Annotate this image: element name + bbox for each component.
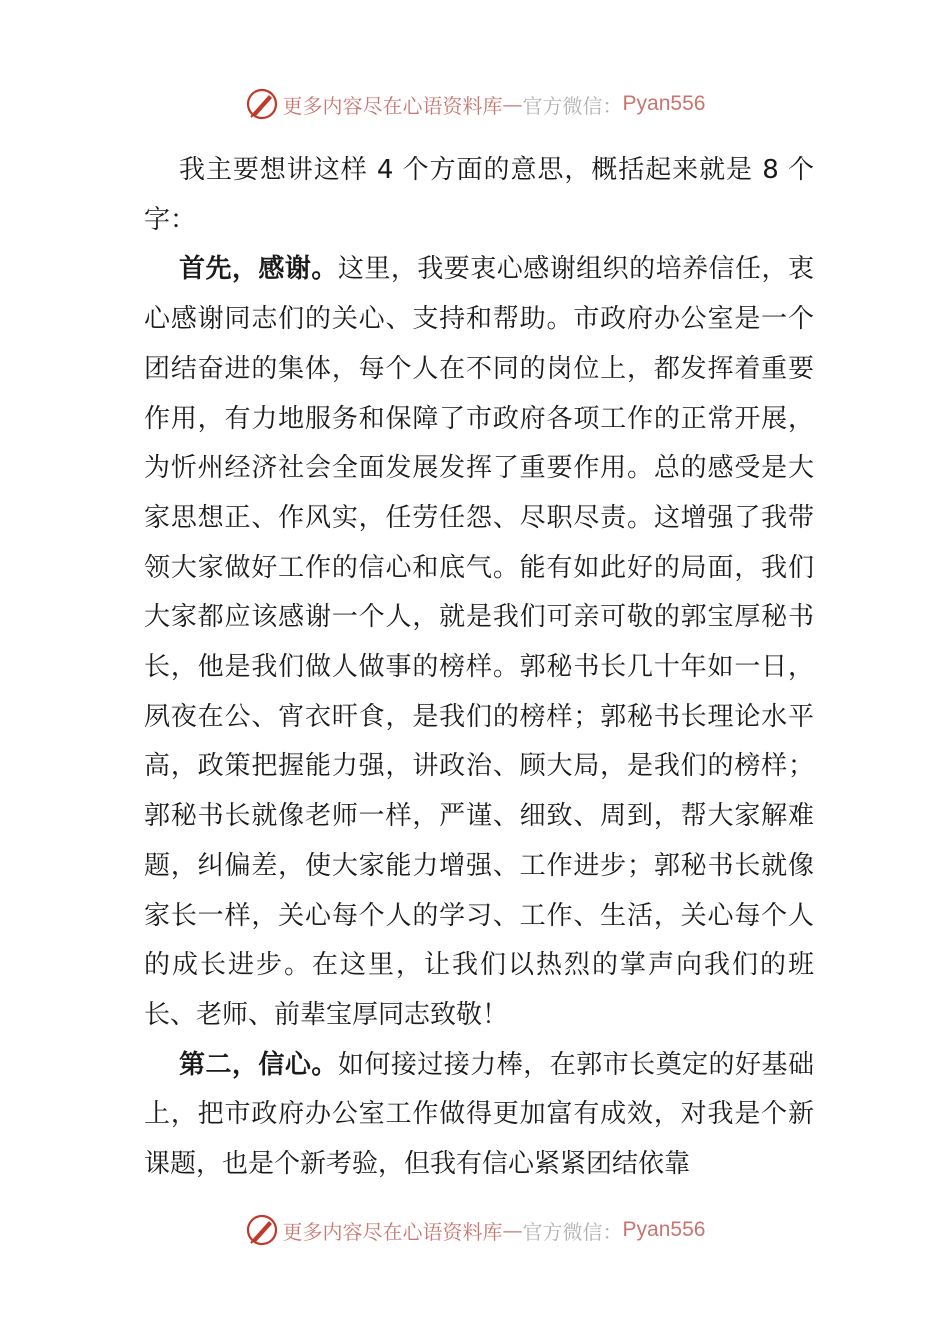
watermark-wechat-label: 官方微信： [522, 93, 623, 118]
watermark-wechat-id: Pyan556 [622, 92, 706, 115]
watermark-dash: — [502, 92, 523, 116]
watermark-footer [0, 1210, 950, 1250]
watermark-wechat-label: 官方微信： [522, 1219, 623, 1244]
document-body [144, 146, 814, 1190]
paragraph-heading: 第二，信心。 [179, 1049, 338, 1080]
watermark-dash: — [502, 1218, 523, 1242]
paragraph-text: 如何接过接力棒，在郭市长奠定的好基础上，把市政府办公室工作做得更加富有成效，对我是个新课题，也是个新考验，但我有信心紧紧团结依靠 [144, 1049, 814, 1180]
paragraph-intro [144, 146, 814, 245]
paragraph-gratitude [144, 245, 814, 1040]
paragraph-text: 我主要想讲这样 4 个方面的意思，概括起来就是 8 个字： [144, 155, 814, 235]
paragraph-confidence [144, 1041, 814, 1190]
paragraph-heading: 首先，感谢。 [179, 254, 338, 285]
watermark-wechat-id: Pyan556 [622, 1218, 706, 1241]
pen-logo-icon [245, 1213, 279, 1247]
watermark-site-text: 更多内容尽在心语资料库 [282, 93, 503, 118]
watermark-header [0, 84, 950, 124]
paragraph-text: 这里，我要衷心感谢组织的培养信任，衷心感谢同志们的关心、支持和帮助。市政府办公室是一个团结奋进的集体，每个人在不同的岗位上，都发挥着重要作用，有力地服务和保障了市政府各项工作的正常开展，为忻州经济社会全面发展发挥了重要作用。总的感受是大家思想正、作风实，任劳任怨、尽职尽责。这增强了我带领大家做好工作的信心和底气。能有如此好的局面，我们大家都应该感谢一个人，就是我们可亲可敬的郭宝厚秘书长，他是我们做人做事的榜样。郭秘书长几十年如一日，夙夜在公、宵衣旰食，是我们的榜样；郭秘书长理论水平高，政策把握能力强，讲政治、顾大局，是我们的榜样；郭秘书长就像老师一样，严谨、细致、周到，帮大家解难题，纠偏差，使大家能力增强、工作进步；郭秘书长就像家长一样，关心每个人的学习、工作、生活，关心每个人的成长进步。在这里，让我们以热烈的掌声向我们的班长、老师、前辈宝厚同志致敬！ [144, 254, 814, 1030]
watermark-site-text: 更多内容尽在心语资料库 [282, 1219, 503, 1244]
pen-logo-icon [245, 87, 279, 121]
